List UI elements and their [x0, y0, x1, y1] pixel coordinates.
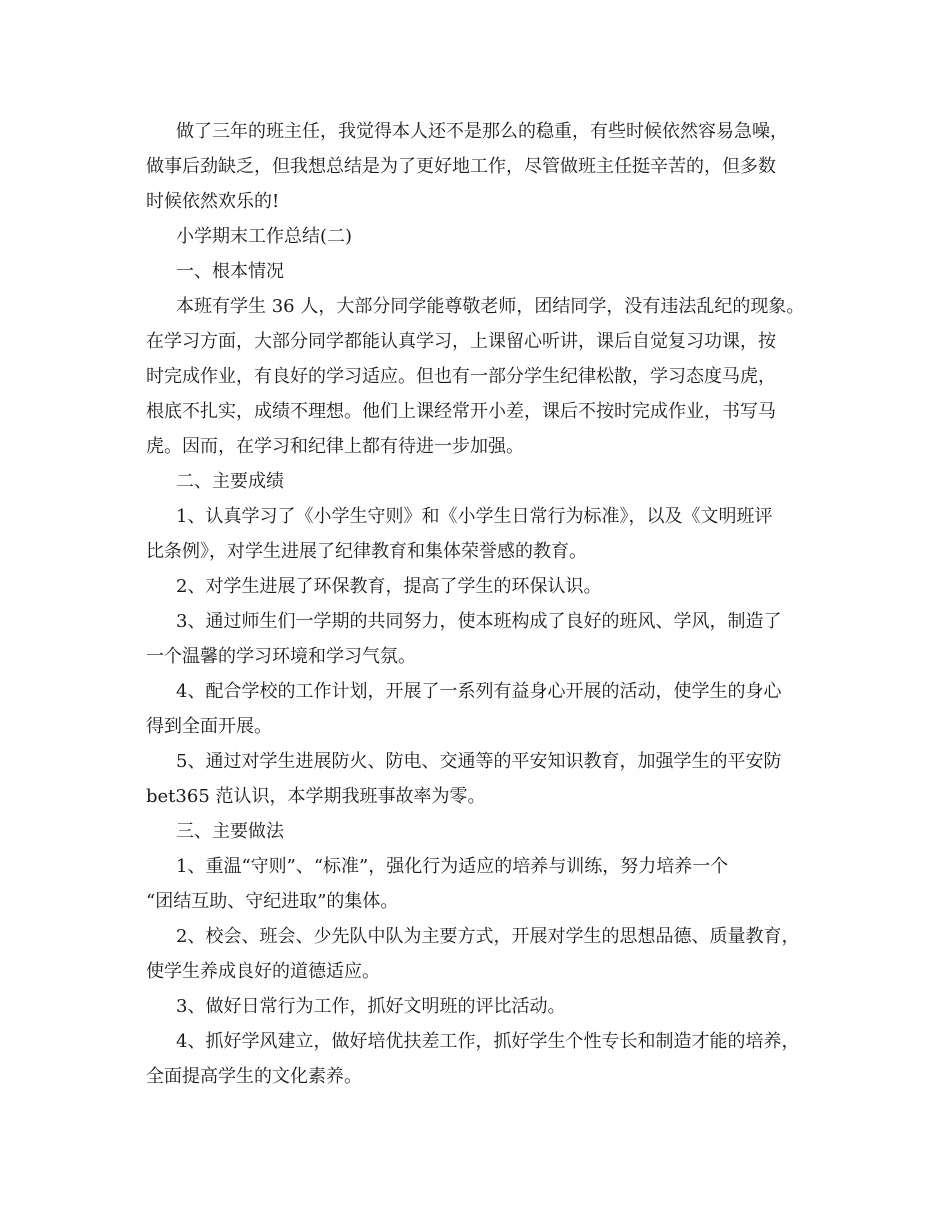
list-item-achievement-4 [146, 674, 826, 744]
section-heading-3 [146, 814, 826, 849]
text-line: 虎。因而，在学习和纪律上都有待进一步加强。 [146, 436, 524, 457]
text-line: 1、认真学习了《小学生守则》和《小学生日常行为标准》，以及《文明班评 [176, 506, 773, 527]
text-line: “团结互助、守纪进取”的集体。 [146, 891, 399, 912]
document-title [146, 219, 826, 254]
text-line: 4、抓好学风建立，做好培优扶差工作，抓好学生个性专长和制造才能的培养， [176, 1031, 800, 1052]
text-line: 3、做好日常行为工作，抓好文明班的评比活动。 [176, 996, 566, 1017]
text-line: 2、校会、班会、少先队中队为主要方式，开展对学生的思想品德、质量教育， [176, 926, 800, 947]
document-body [146, 114, 826, 1094]
text-line: 全面提高学生的文化素养。 [146, 1066, 362, 1087]
text-line: 时完成作业，有良好的学习适应。但也有一部分学生纪律松散，学习态度马虎， [146, 366, 776, 387]
list-item-achievement-2 [146, 569, 826, 604]
text-line: 3、通过师生们一学期的共同努力，使本班构成了良好的班风、学风，制造了 [176, 611, 782, 632]
text-line: 在学习方面，大部分同学都能认真学习，上课留心听讲，课后自觉复习功课，按 [146, 331, 776, 352]
text-line: 5、通过对学生进展防火、防电、交通等的平安知识教育，加强学生的平安防 [176, 751, 782, 772]
text-line: 做事后劲缺乏，但我想总结是为了更好地工作，尽管做班主任挺辛苦的，但多数 [146, 156, 776, 177]
list-item-achievement-3 [146, 604, 826, 674]
title-line: 小学期末工作总结(二) [176, 226, 353, 247]
list-item-method-3 [146, 989, 826, 1024]
list-item-achievement-1 [146, 499, 826, 569]
paragraph-intro [146, 114, 826, 219]
text-line: 1、重温“守则”、“标准”，强化行为适应的培养与训练，努力培养一个 [176, 856, 729, 877]
list-item-method-1 [146, 849, 826, 919]
text-line: 使学生养成良好的道德适应。 [146, 961, 380, 982]
list-item-achievement-5 [146, 744, 826, 814]
text-line: 2、对学生进展了环保教育，提高了学生的环保认识。 [176, 576, 602, 597]
text-line: 本班有学生 36 人，大部分同学能尊敬老师，团结同学，没有违法乱纪的现象。 [176, 296, 805, 317]
list-item-method-2 [146, 919, 826, 989]
text-line: 4、配合学校的工作计划，开展了一系列有益身心开展的活动，使学生的身心 [176, 681, 782, 702]
section-heading-2 [146, 464, 826, 499]
section-heading-1 [146, 254, 826, 289]
list-item-method-4 [146, 1024, 826, 1094]
heading-line: 二、主要成绩 [176, 471, 284, 492]
heading-line: 三、主要做法 [176, 821, 284, 842]
text-line: bet365 范认识，本学期我班事故率为零。 [146, 786, 486, 807]
paragraph-basic-situation [146, 289, 826, 464]
heading-line: 一、根本情况 [176, 261, 284, 282]
text-line: 比条例》，对学生进展了纪律教育和集体荣誉感的教育。 [146, 541, 587, 562]
text-line: 时候依然欢乐的! [146, 191, 280, 212]
text-line: 根底不扎实，成绩不理想。他们上课经常开小差，课后不按时完成作业，书写马 [146, 401, 776, 422]
text-line: 得到全面开展。 [146, 716, 272, 737]
text-line: 做了三年的班主任，我觉得本人还不是那么的稳重，有些时候依然容易急噪， [176, 121, 788, 142]
text-line: 一个温馨的学习环境和学习气氛。 [146, 646, 416, 667]
